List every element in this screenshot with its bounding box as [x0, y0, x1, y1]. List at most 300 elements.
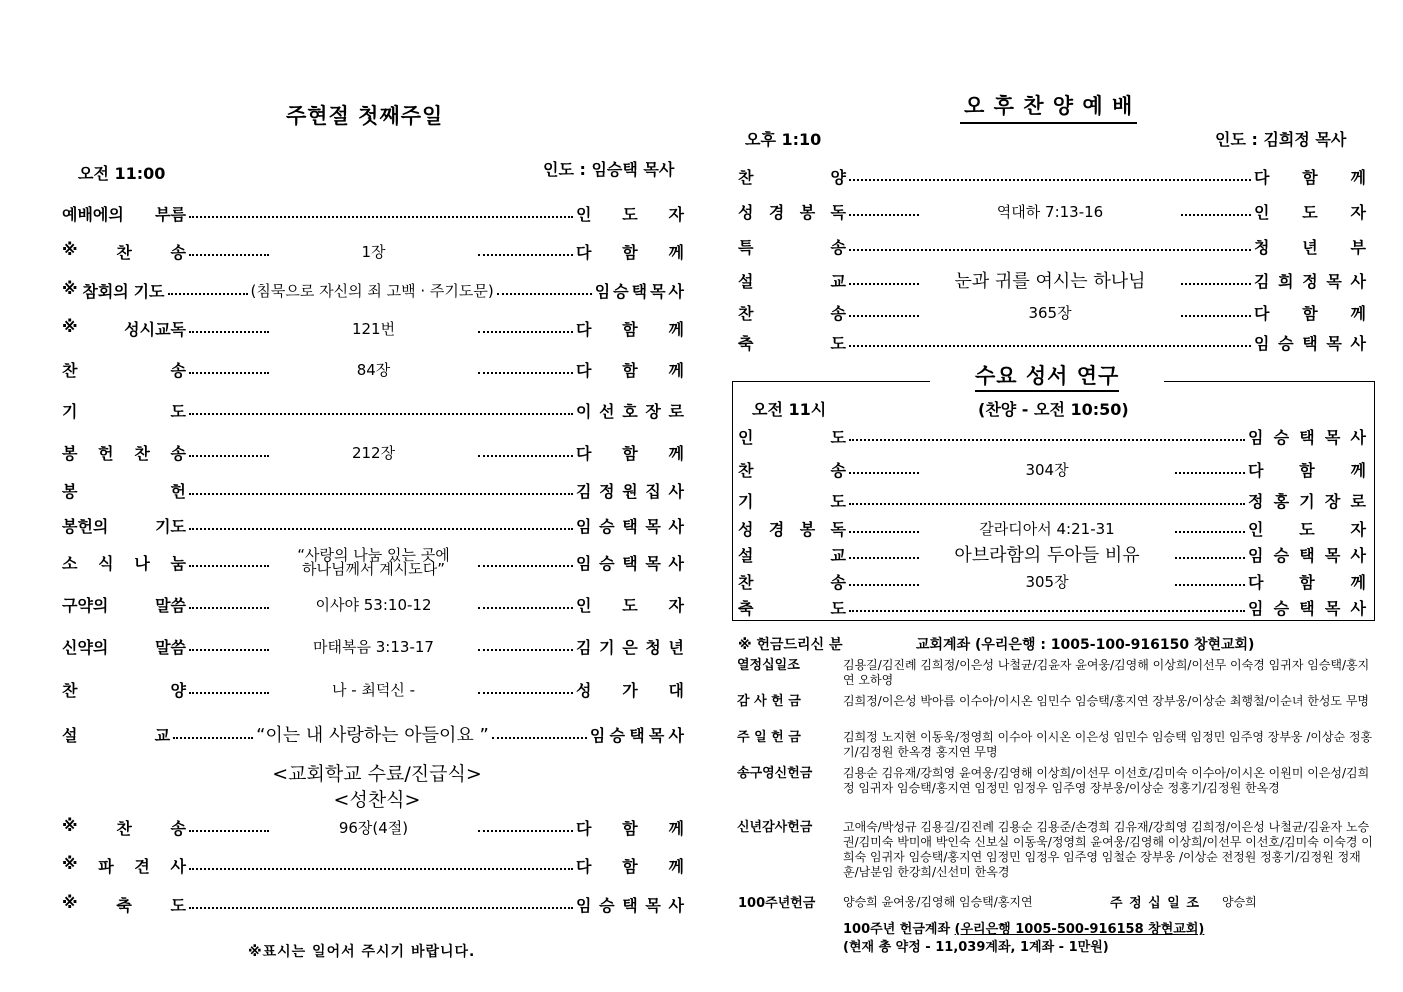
- item-person-char: 목: [645, 895, 661, 915]
- item-label: [62, 678, 186, 701]
- item-label-part: 특: [738, 237, 754, 257]
- item-label: [62, 593, 186, 616]
- item-person-char: 택: [1299, 598, 1315, 618]
- item-detail: 121번: [351, 319, 396, 338]
- leader-dots: [478, 331, 573, 333]
- item-person-char: 목: [1326, 333, 1342, 353]
- item-person: [576, 893, 684, 916]
- wednesday-time: 오전 11시: [752, 400, 827, 419]
- item-label-part: 독: [830, 202, 846, 222]
- offering-names: 김용길/김진례 김희정/이은성 나철균/김윤자 윤여웅/김영해 이상희/이선무 이숙경 임귀자 임승택/홍지연 오하영: [843, 658, 1370, 687]
- item-person-char: 택: [1302, 333, 1318, 353]
- item-person-char: 승: [599, 516, 615, 536]
- order-row: [738, 569, 1366, 593]
- item-label: [62, 358, 186, 381]
- item-person-char: 사: [668, 895, 684, 915]
- order-row: [738, 457, 1366, 481]
- item-person-char: 도: [622, 595, 638, 615]
- leader-dots: [189, 493, 573, 495]
- centennial-names: 양승희 윤여웅/김영해 임승택/홍지연: [843, 895, 1033, 909]
- item-person-char: 인: [576, 595, 592, 615]
- item-person-char: 목: [645, 516, 661, 536]
- afternoon-title: 오 후 찬 양 예 배: [960, 90, 1137, 124]
- leader-dots: [1181, 315, 1251, 317]
- item-label-part: 예배에의: [62, 204, 124, 224]
- item-person-char: 택: [1299, 545, 1315, 565]
- item-label-part: 인: [738, 427, 754, 447]
- order-row: [738, 488, 1366, 512]
- item-person-char: 희: [1278, 271, 1294, 291]
- leader-dots: [478, 830, 573, 832]
- item-person-char: 정: [1248, 491, 1264, 511]
- item-label-part: 말씀: [155, 595, 186, 615]
- leader-dots: [168, 293, 248, 295]
- item-label-part: 도: [830, 491, 846, 511]
- item-person-char: 께: [668, 242, 684, 262]
- leader-dots: [849, 557, 919, 559]
- item-person-char: 목: [1326, 271, 1342, 291]
- item-label-part: 봉: [799, 519, 816, 539]
- item-label-part: 구약의: [62, 595, 109, 615]
- item-label-part: 설: [738, 545, 754, 565]
- leader-dots: [189, 254, 269, 256]
- item-detail: 갈라디아서 4:21-31: [979, 519, 1115, 538]
- offering-category: 주 일 헌 금: [737, 730, 801, 745]
- item-label-part: ※: [62, 892, 78, 912]
- item-person-char: 사: [1350, 427, 1366, 447]
- item-person-char: 청: [645, 637, 661, 657]
- item-label-part: 도: [830, 598, 846, 618]
- item-person: [576, 202, 684, 225]
- item-label-part: 봉: [62, 443, 78, 463]
- item-label-part: 헌: [98, 443, 114, 463]
- item-label-part: 축: [738, 333, 754, 353]
- leader-dots: [189, 331, 269, 333]
- offering-category: 송구영신헌금: [737, 766, 813, 781]
- item-person: [1248, 543, 1366, 566]
- offering-category: 감 사 헌 금: [737, 694, 801, 709]
- weekly-tithe-label: 주 정 십 일 조: [1110, 896, 1199, 911]
- leader-dots: [189, 907, 573, 909]
- item-person-char: 임: [1248, 598, 1264, 618]
- item-person-char: 께: [668, 319, 684, 339]
- item-person: [576, 399, 684, 422]
- item-label: [738, 596, 846, 619]
- item-person-char: 택: [622, 895, 638, 915]
- item-person-char: 사: [668, 481, 684, 501]
- leader-dots: [849, 345, 1251, 347]
- item-detail: 이사야 53:10-12: [315, 595, 432, 614]
- item-label-part: 사: [170, 856, 186, 876]
- order-row: [62, 677, 684, 701]
- item-person-char: 승: [599, 895, 615, 915]
- item-label: [738, 489, 846, 512]
- item-label-part: 찬: [738, 167, 754, 187]
- leader-dots: [189, 565, 269, 567]
- item-label-part: 참회의: [82, 281, 129, 301]
- item-label-part: 기: [738, 491, 754, 511]
- item-label: [62, 514, 186, 537]
- item-person-char: 년: [1302, 237, 1318, 257]
- item-person-char: 다: [1248, 460, 1264, 480]
- item-label: [62, 854, 186, 877]
- item-label: [738, 165, 846, 188]
- item-label: [62, 551, 186, 574]
- item-label-part: 양: [170, 680, 186, 700]
- item-person: [576, 635, 684, 658]
- offering-names: 김용순 김유재/강희영 윤여웅/김영해 이상희/이선무 이선호/김미숙 이수아/이시온 이원미 이은성/김희정 임귀자 임승택/홍지연 임정민 임정우 임주영 장부웅/이상순 정홍기/김정원 한옥경: [843, 766, 1370, 795]
- item-label: [62, 816, 186, 839]
- item-label-part: ※: [62, 853, 78, 873]
- item-person-char: 승: [599, 553, 615, 573]
- item-person-char: 임: [576, 895, 592, 915]
- item-person-char: 인: [1248, 519, 1264, 539]
- item-label-part: 송: [830, 572, 846, 592]
- offering-category: 신년감사헌금: [737, 820, 813, 835]
- item-person-char: 다: [576, 818, 592, 838]
- item-person: [1254, 165, 1366, 188]
- item-detail-line: “사랑의 나눔 있는 곳에: [297, 546, 450, 564]
- offering-names: 고애숙/박성규 김용길/김진례 김용순 김용준/손경희 김유재/강희영 김희정/이은성 나철균/김윤자 노승권/김미숙 박미애 박인숙 신보실 이동욱/정영희 윤여웅/김영해 이상희/이선무 이선호/김미숙 이숙경 이희숙 임귀자 임승택/홍지연 임정민 임정우 임주영 임철순 장부웅 /이상순 전정원 정홍기/김정원 정재훈/남분임 한강희/신선미 한옥경: [843, 820, 1373, 879]
- item-label-part: 송: [170, 818, 186, 838]
- offering-names: 김희정/이은성 박아름 이수아/이시온 임민수 임승택/홍지연 장부웅/이상순 최행철/이순녀 한성도 무명: [843, 694, 1370, 708]
- item-person-char: 승: [613, 281, 629, 301]
- item-person-char: 다: [576, 856, 592, 876]
- leader-dots: [849, 439, 1245, 441]
- item-person-char: 정: [1302, 271, 1318, 291]
- item-label-part: 기도: [133, 281, 165, 301]
- item-label-part: 나: [134, 553, 150, 573]
- item-person-char: 다: [1248, 572, 1264, 592]
- item-person-char: 청: [1254, 237, 1270, 257]
- item-label-part: 견: [134, 856, 150, 876]
- wednesday-title: 수요 성서 연구: [975, 364, 1119, 392]
- order-row: [738, 542, 1366, 566]
- leader-dots: [189, 413, 573, 415]
- item-person-char: 승: [609, 725, 625, 745]
- item-person-char: 께: [668, 856, 684, 876]
- item-person-char: 함: [1302, 167, 1318, 187]
- item-person-char: 함: [622, 360, 638, 380]
- leader-dots: [478, 607, 573, 609]
- item-label-part: 성: [738, 202, 754, 222]
- item-label-part: ※: [62, 815, 78, 835]
- item-label-part: 양: [830, 167, 846, 187]
- item-person-char: 다: [1254, 303, 1270, 323]
- item-label: [62, 202, 186, 225]
- item-person-char: 자: [668, 204, 684, 224]
- leader-dots: [1175, 557, 1245, 559]
- item-person-char: 임: [589, 725, 606, 745]
- item-person-char: 선: [599, 401, 615, 421]
- leader-dots: [497, 293, 592, 295]
- item-label-part: 송: [170, 443, 186, 463]
- item-person-char: 대: [668, 680, 684, 700]
- item-detail-line: 하나님께서 계시도다”: [302, 560, 445, 578]
- item-label-part: 부름: [155, 204, 186, 224]
- item-label-part: 도: [830, 333, 846, 353]
- item-person-char: 목: [648, 725, 665, 745]
- item-person-char: 목: [1324, 545, 1341, 565]
- order-row: [62, 592, 684, 616]
- item-label-part: 교: [154, 725, 171, 745]
- item-person-char: 은: [622, 637, 638, 657]
- item-label: [62, 441, 186, 464]
- item-label-part: 눔: [170, 553, 186, 573]
- item-label-part: 찬: [62, 680, 78, 700]
- item-person-char: 께: [1350, 460, 1366, 480]
- item-person-char: 께: [668, 443, 684, 463]
- item-person: [1248, 489, 1366, 512]
- item-detail: “이는 내 사랑하는 아들이요 ”: [256, 725, 489, 746]
- item-person: [1254, 301, 1366, 324]
- item-person: [1248, 458, 1366, 481]
- item-label: [738, 458, 846, 481]
- item-person: [1254, 200, 1366, 223]
- item-detail: 365장: [1028, 303, 1072, 322]
- item-person-char: 사: [668, 516, 684, 536]
- leader-dots: [173, 737, 253, 739]
- item-person: [576, 479, 684, 502]
- item-person-char: 인: [1254, 202, 1270, 222]
- item-label: [738, 200, 846, 223]
- item-detail: 역대하 7:13-16: [996, 202, 1104, 221]
- item-detail: 96장(4절): [338, 818, 409, 837]
- item-person-char: 다: [576, 443, 592, 463]
- item-person-char: 함: [622, 443, 638, 463]
- leader-dots: [189, 216, 573, 218]
- item-person-char: 도: [1299, 519, 1315, 539]
- item-label-part: 도: [170, 401, 186, 421]
- item-label: [738, 425, 846, 448]
- order-row: [738, 268, 1366, 292]
- item-label: [62, 893, 186, 916]
- item-label: [62, 279, 165, 302]
- item-label: [62, 240, 186, 263]
- item-label-part: 설: [738, 271, 754, 291]
- leader-dots: [1175, 531, 1245, 533]
- page-title: 주현절 첫째주일: [286, 104, 444, 128]
- item-detail: 212장: [351, 443, 396, 462]
- order-row: [62, 201, 684, 225]
- leader-dots: [849, 283, 919, 285]
- item-label-part: 성시교독: [124, 319, 186, 339]
- order-row: [62, 239, 684, 263]
- item-detail: 305장: [1025, 572, 1069, 591]
- leader-dots: [492, 737, 587, 739]
- item-label-part: 헌: [170, 481, 186, 501]
- item-label-part: ※: [62, 278, 78, 298]
- item-person: [576, 678, 684, 701]
- leader-dots: [478, 649, 573, 651]
- centennial-label: 100주년헌금: [738, 896, 816, 911]
- order-row: [738, 234, 1366, 258]
- item-person: [1248, 425, 1366, 448]
- item-label: [738, 235, 846, 258]
- item-person-char: 택: [622, 516, 638, 536]
- item-person: [1248, 517, 1366, 540]
- item-person-char: 목: [645, 553, 661, 573]
- item-label-part: 찬: [738, 572, 754, 592]
- order-row: [738, 330, 1366, 354]
- item-label-part: 찬: [738, 460, 754, 480]
- order-row: [738, 516, 1366, 540]
- item-label-part: 파: [98, 856, 114, 876]
- item-person-char: 께: [1350, 303, 1366, 323]
- item-person-char: 자: [668, 595, 684, 615]
- leader-dots: [849, 214, 919, 216]
- item-person-char: 이: [576, 401, 592, 421]
- offering-category: 열정십일조: [737, 658, 800, 673]
- leader-dots: [478, 372, 573, 374]
- leader-dots: [478, 455, 573, 457]
- item-label-part: 찬: [134, 443, 150, 463]
- item-person-char: 도: [622, 204, 638, 224]
- item-person-char: 임: [594, 281, 611, 301]
- item-person: [1254, 269, 1366, 292]
- service-leader: 인도 : 임승택 목사: [543, 160, 675, 179]
- item-detail: (침묵으로 자신의 죄 고백 · 주기도문): [250, 281, 494, 300]
- item-person-char: 도: [1302, 202, 1318, 222]
- leader-dots: [189, 528, 573, 530]
- item-person: [1254, 235, 1366, 258]
- item-person-char: 기: [1299, 491, 1315, 511]
- item-label-part: 봉: [62, 481, 78, 501]
- weekly-tithe-names: 양승희: [1222, 895, 1257, 909]
- item-label-part: 찬: [116, 242, 132, 262]
- item-label-part: 송: [830, 237, 846, 257]
- item-person-char: 목: [1324, 427, 1341, 447]
- item-person: [1248, 570, 1366, 593]
- item-person-char: 승: [1278, 333, 1294, 353]
- item-person: [590, 723, 684, 746]
- order-row: [738, 164, 1366, 188]
- item-person-char: 김: [576, 481, 592, 501]
- order-row: [62, 892, 684, 916]
- leader-dots: [478, 254, 573, 256]
- offering-names: 김희정 노지현 이동욱/정영희 이수아 이시온 이은성 임민수 임승택 임정민 임주영 장부웅 /이상순 정홍기/김정원 한옥경 홍지연 무명: [843, 730, 1373, 759]
- standing-note: ※표시는 일어서 주시기 바랍니다.: [248, 944, 476, 960]
- item-detail: 마태복음 3:13-17: [313, 637, 434, 656]
- item-person-char: 로: [1350, 491, 1366, 511]
- item-label-part: 소: [62, 553, 78, 573]
- item-person: [576, 593, 684, 616]
- item-person: [576, 816, 684, 839]
- item-label-part: 설: [62, 725, 78, 745]
- item-person-char: 홍: [1273, 491, 1290, 511]
- item-label: [62, 317, 186, 340]
- order-row: [62, 853, 684, 877]
- item-label-part: 경: [768, 202, 785, 222]
- item-person-char: 함: [1302, 303, 1318, 323]
- item-person-char: 호: [622, 401, 638, 421]
- item-person-char: 원: [622, 481, 638, 501]
- order-row: [62, 722, 684, 746]
- item-label-part: 송: [170, 360, 186, 380]
- item-detail: 304장: [1025, 460, 1069, 479]
- item-person-char: 함: [622, 818, 638, 838]
- item-person-char: 정: [599, 481, 615, 501]
- item-label-part: 송: [830, 303, 846, 323]
- item-person-char: 가: [622, 680, 638, 700]
- leader-dots: [849, 249, 1251, 251]
- item-person-char: 부: [1350, 237, 1366, 257]
- item-person-char: 목: [1324, 598, 1341, 618]
- item-person-char: 께: [668, 818, 684, 838]
- item-person-char: 사: [668, 553, 684, 573]
- item-person: [1248, 596, 1366, 619]
- leader-dots: [189, 868, 573, 870]
- item-person-char: 자: [1350, 519, 1366, 539]
- item-label-part: 교: [830, 545, 846, 565]
- event-graduation: <교회학교 수료/진급식>: [272, 763, 482, 785]
- leader-dots: [849, 315, 919, 317]
- item-person-char: 택: [1299, 427, 1315, 447]
- item-person-char: 사: [1350, 333, 1366, 353]
- offering-header: ※ 헌금드리신 분: [738, 637, 843, 653]
- item-person: [595, 279, 684, 302]
- item-label-part: 식: [98, 553, 114, 573]
- order-row: [62, 398, 684, 422]
- item-person-char: 장: [645, 401, 661, 421]
- order-row: [62, 634, 684, 658]
- item-label-part: 봉: [799, 202, 816, 222]
- item-label: [62, 399, 186, 422]
- item-person-char: 목: [650, 281, 666, 301]
- item-person-char: 함: [622, 856, 638, 876]
- order-row: [62, 815, 684, 839]
- item-detail: 나 - 최덕신 -: [331, 680, 416, 699]
- item-label-part: 찬: [116, 818, 132, 838]
- order-row: [62, 278, 684, 302]
- item-label-part: ※: [62, 316, 78, 336]
- item-person: [1254, 331, 1366, 354]
- item-person-char: 사: [1350, 598, 1366, 618]
- centennial-account-line: [843, 918, 1204, 937]
- item-person-char: 로: [668, 401, 684, 421]
- item-label-part: 말씀: [155, 637, 186, 657]
- item-detail: 아브라함의 두아들 비유: [954, 545, 1140, 566]
- item-person: [576, 854, 684, 877]
- order-row: [738, 199, 1366, 223]
- item-label-part: 도: [830, 427, 846, 447]
- item-person-char: 김: [1254, 271, 1270, 291]
- item-detail: [272, 548, 475, 576]
- item-person-char: 택: [622, 553, 638, 573]
- item-person-char: 장: [1324, 491, 1341, 511]
- wednesday-praise-time: (찬양 - 오전 10:50): [978, 400, 1129, 419]
- church-account: 교회계좌 (우리은행 : 1005-100-916150 창현교회): [916, 637, 1255, 653]
- item-label-part: 독: [830, 519, 846, 539]
- leader-dots: [849, 610, 1245, 612]
- item-label-part: 경: [768, 519, 785, 539]
- item-person: [576, 441, 684, 464]
- item-label-part: ※: [62, 239, 78, 259]
- order-row: [62, 513, 684, 537]
- item-label: [62, 723, 170, 746]
- item-label: [738, 331, 846, 354]
- item-person-char: 다: [576, 319, 592, 339]
- order-row: [62, 316, 684, 340]
- item-person-char: 승: [1273, 427, 1290, 447]
- afternoon-time: 오후 1:10: [745, 130, 822, 149]
- order-row: [738, 595, 1366, 619]
- item-detail: 눈과 귀를 여시는 하나님: [954, 271, 1146, 292]
- item-person-char: 김: [576, 637, 592, 657]
- leader-dots: [189, 830, 269, 832]
- event-communion: <성찬식>: [333, 789, 421, 811]
- pledge-note: (현재 총 약정 - 11,039계좌, 1계좌 - 1만원): [843, 940, 1109, 955]
